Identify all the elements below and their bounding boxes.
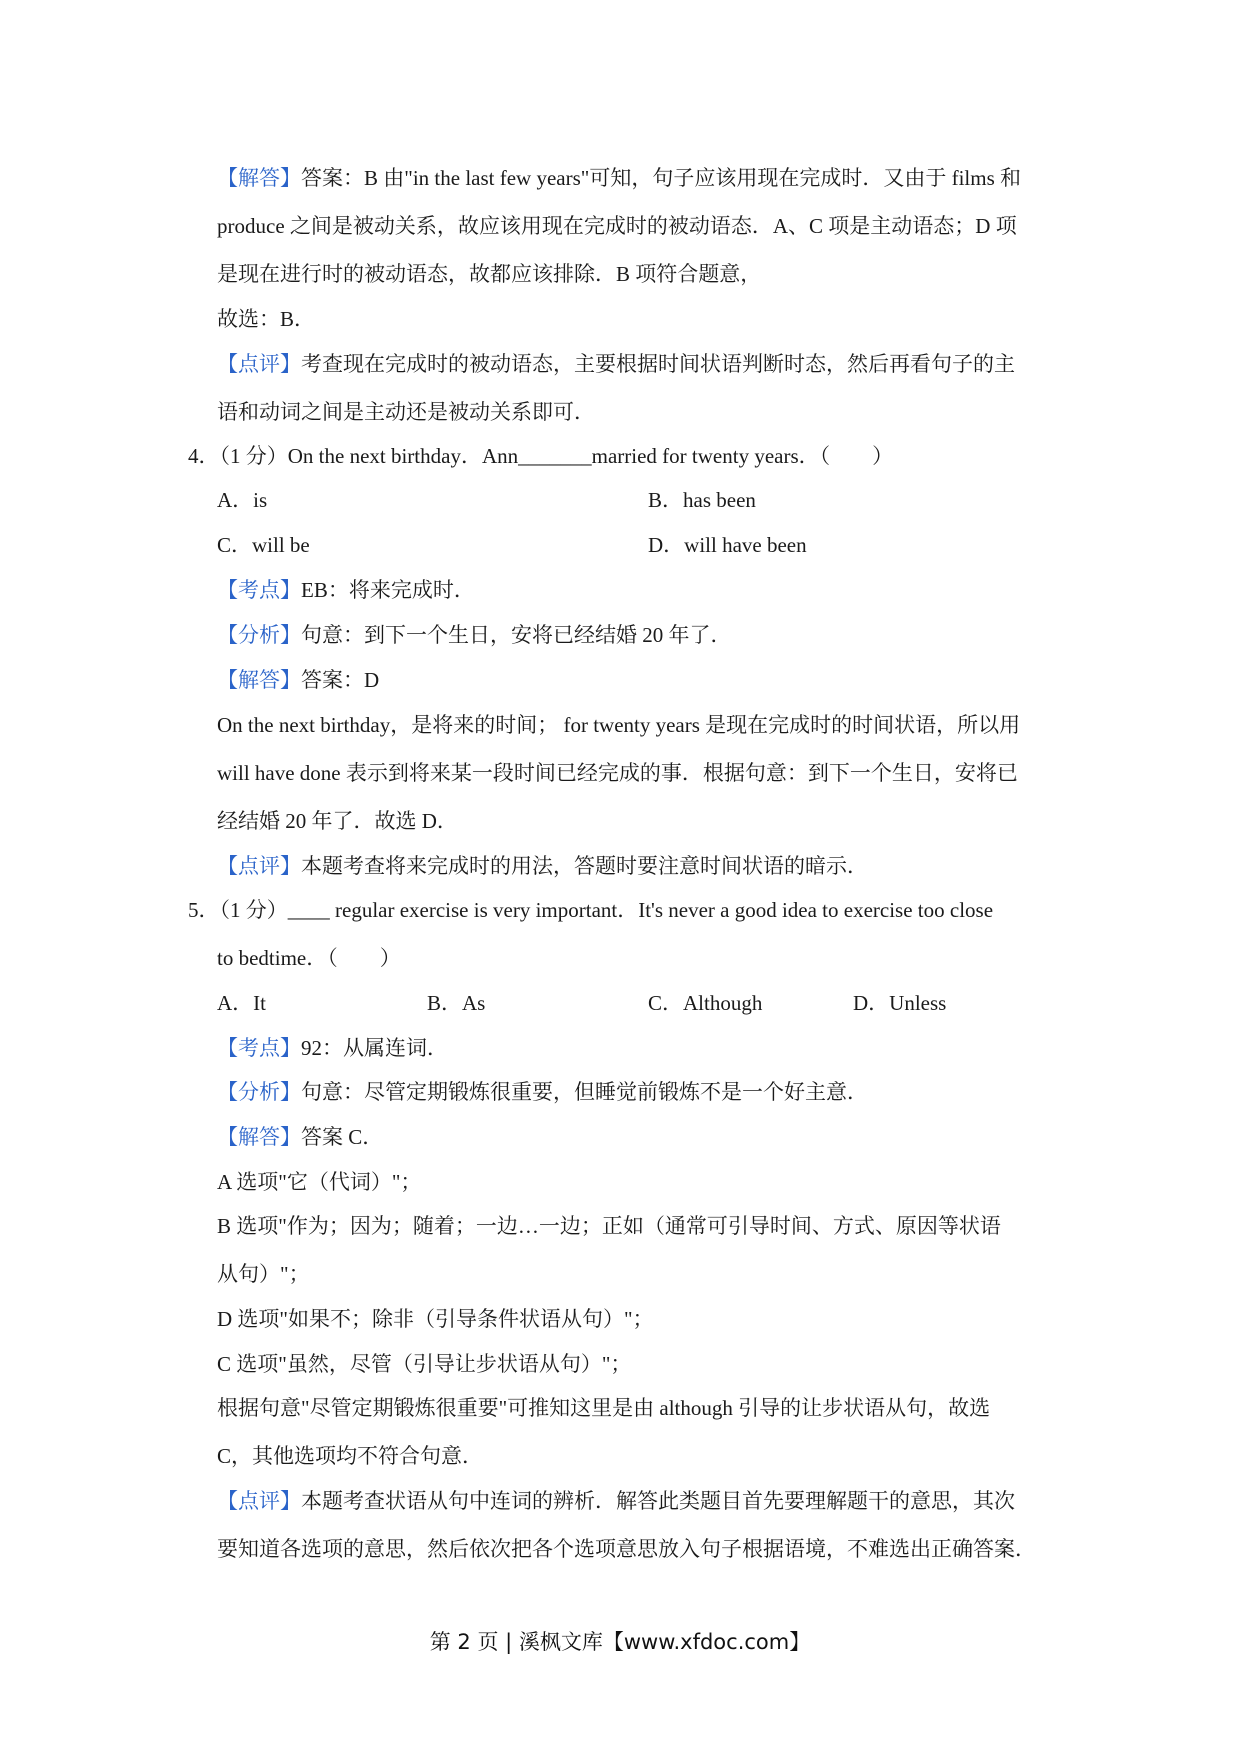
q5-option-b: B．As — [427, 991, 486, 1015]
q5-answer: 【解答】答案 C． — [217, 1125, 384, 1149]
q4-expl-line-3: 经结婚 20 年了．故选 D． — [217, 809, 458, 833]
q4-answer: 【解答】答案：D — [217, 668, 380, 692]
q3-comment-line-1: 【点评】考查现在完成时的被动语态，主要根据时间状语判断时态，然后再看句子的主 — [217, 352, 1015, 376]
q5-expl-final-line-2: C，其他选项均不符合句意． — [217, 1444, 484, 1468]
q4-comment: 【点评】本题考查将来完成时的用法，答题时要注意时间状语的暗示． — [217, 854, 868, 878]
q5-comment-line-1: 【点评】本题考查状语从句中连词的辨析．解答此类题目首先要理解题干的意思，其次 — [217, 1489, 1015, 1513]
kaodian-tag: 【考点】 — [217, 1036, 301, 1060]
q4-option-b: B．has been — [648, 488, 756, 512]
q5-fenxi: 【分析】句意：尽管定期锻炼很重要，但睡觉前锻炼不是一个好主意． — [217, 1080, 868, 1104]
q4-fenxi: 【分析】句意：到下一个生日，安将已经结婚 20 年了． — [217, 623, 732, 647]
answer-tag: 【解答】 — [217, 166, 301, 190]
kaodian-tag: 【考点】 — [217, 578, 301, 602]
q5-expl-a: A 选项"它（代词）"； — [217, 1170, 422, 1194]
q5-stem-line-2: to bedtime．（ ） — [217, 946, 401, 970]
comment-tag: 【点评】 — [217, 352, 301, 376]
q5-expl-b-line-1: B 选项"作为；因为；随着；一边…一边；正如（通常可引导时间、方式、原因等状语 — [217, 1214, 1001, 1238]
answer-tag: 【解答】 — [217, 1125, 301, 1149]
q4-stem: 4．（1 分）On the next birthday．Ann_______married for twenty years．（ ） — [188, 444, 894, 468]
q5-kaodian: 【考点】92：从属连词． — [217, 1036, 448, 1060]
q3-answer-line-4: 故选：B． — [217, 307, 316, 331]
q5-expl-final-line-1: 根据句意"尽管定期锻炼很重要"可推知这里是由 although 引导的让步状语从句，故选 — [217, 1396, 991, 1420]
q5-option-c: C．Although — [648, 991, 763, 1015]
page-footer: 第 2 页 | 溪枫文库【www.xfdoc.com】 — [429, 1630, 811, 1654]
q3-answer-line-1: 【解答】答案：B 由"in the last few years"可知，句子应该用现在完成时．又由于 films 和 — [217, 166, 1022, 190]
q4-option-c: C．will be — [217, 533, 310, 557]
comment-tag: 【点评】 — [217, 1489, 301, 1513]
q5-expl-c: C 选项"虽然，尽管（引导让步状语从句）"； — [217, 1352, 632, 1376]
answer-tag: 【解答】 — [217, 668, 301, 692]
q5-stem-line-1: 5．（1 分）____ regular exercise is very important．It's never a good idea to exercise too close — [188, 898, 994, 922]
q4-expl-line-1: On the next birthday，是将来的时间； for twenty years 是现在完成时的时间状语，所以用 — [217, 713, 1021, 737]
q4-option-a: A．is — [217, 488, 268, 512]
q5-option-d: D．Unless — [853, 991, 947, 1015]
comment-tag: 【点评】 — [217, 854, 301, 878]
q4-option-d: D．will have been — [648, 533, 807, 557]
q4-expl-line-2: will have done 表示到将来某一段时间已经完成的事．根据句意：到下一个生日，安将已 — [217, 761, 1018, 785]
q5-option-a: A．It — [217, 991, 266, 1015]
q3-answer-line-3: 是现在进行时的被动语态，故都应该排除．B 项符合题意， — [217, 262, 762, 286]
fenxi-tag: 【分析】 — [217, 1080, 301, 1104]
q3-answer-line-2: produce 之间是被动关系，故应该用现在完成时的被动语态．A、C 项是主动语态；D 项 — [217, 214, 1017, 238]
q5-comment-line-2: 要知道各选项的意思，然后依次把各个选项意思放入句子根据语境，不难选出正确答案． — [217, 1537, 1036, 1561]
q5-expl-b-line-2: 从句）"； — [217, 1262, 310, 1286]
q4-kaodian: 【考点】EB：将来完成时． — [217, 578, 475, 602]
q5-expl-d: D 选项"如果不；除非（引导条件状语从句）"； — [217, 1307, 654, 1331]
q3-comment-line-2: 语和动词之间是主动还是被动关系即可． — [217, 400, 595, 424]
fenxi-tag: 【分析】 — [217, 623, 301, 647]
